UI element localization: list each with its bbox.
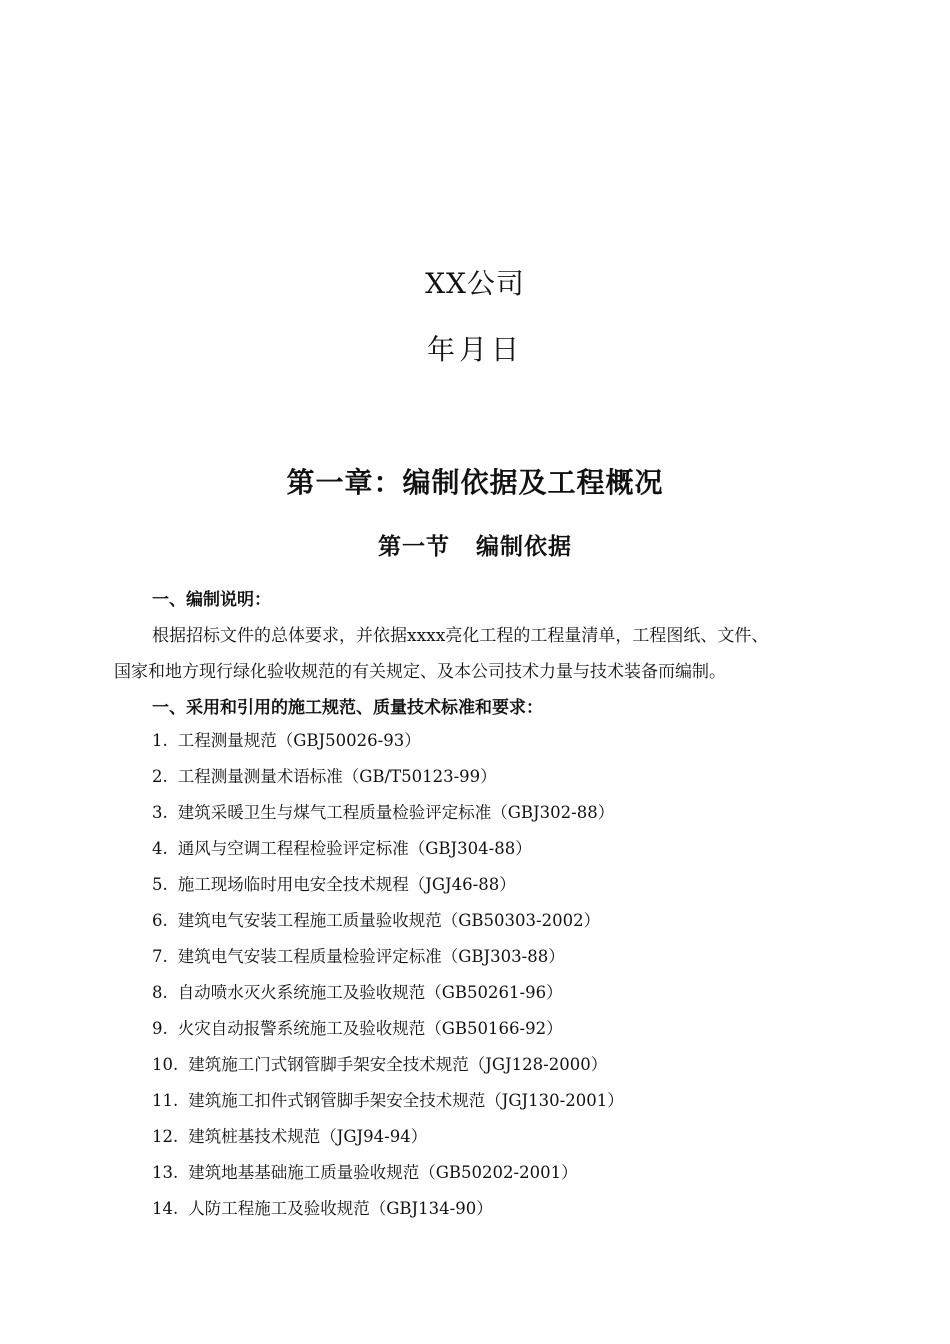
list-item-number: 12. [152, 1127, 179, 1146]
standards-list [152, 729, 624, 1233]
list-item-text: 建筑电气安装工程质量检验评定标准（GBJ303-88） [177, 947, 565, 966]
list-item-text: 建筑施工门式钢管脚手架安全技术规范（JGJ128-2000） [188, 1055, 608, 1074]
list-item-number: 5. [152, 875, 168, 894]
list-item [152, 1089, 624, 1125]
list-item-number: 14. [152, 1199, 179, 1218]
list-item [152, 1161, 624, 1197]
paragraph-line-1: 根据招标文件的总体要求，并依据xxxx亮化工程的工程量清单，工程图纸、文件、 [152, 626, 769, 646]
list-item [152, 945, 624, 981]
list-item-number: 9. [152, 1019, 168, 1038]
list-item [152, 1197, 624, 1233]
company-name: XX公司 [425, 267, 525, 300]
list-item-text: 建筑电气安装工程施工质量验收规范（GB50303-2002） [177, 911, 601, 930]
list-item-text: 施工现场临时用电安全技术规程（JGJ46-88） [177, 875, 516, 894]
list-item [152, 1017, 624, 1053]
list-item-number: 3. [152, 803, 168, 822]
list-item-text: 建筑桩基技术规范（JGJ94-94） [188, 1127, 428, 1146]
list-item-text: 火灾自动报警系统施工及验收规范（GB50166-92） [177, 1019, 563, 1038]
chapter-title: 第一章：编制依据及工程概况 [286, 466, 664, 499]
list-item [152, 873, 624, 909]
list-item [152, 1125, 624, 1161]
list-item-number: 2. [152, 767, 168, 786]
list-item-number: 13. [152, 1163, 179, 1182]
list-item-number: 6. [152, 911, 168, 930]
document-date: 年月日 [426, 333, 523, 366]
heading-standards: 一、采用和引用的施工规范、质量技术标准和要求： [152, 698, 543, 718]
paragraph-line-2: 国家和地方现行绿化验收规范的有关规定、及本公司技术力量与技术装备而编制。 [114, 662, 726, 682]
heading-compilation-notes: 一、编制说明： [152, 590, 271, 610]
list-item-text: 工程测量规范（GBJ50026-93） [177, 731, 421, 750]
list-item [152, 837, 624, 873]
list-item-text: 建筑施工扣件式钢管脚手架安全技术规范（JGJ130-2001） [188, 1091, 624, 1110]
list-item-text: 通风与空调工程程检验评定标准（GBJ304-88） [177, 839, 532, 858]
list-item-number: 7. [152, 947, 168, 966]
list-item [152, 729, 624, 765]
list-item [152, 1053, 624, 1089]
list-item-text: 自动喷水灭火系统施工及验收规范（GB50261-96） [177, 983, 563, 1002]
list-item [152, 801, 624, 837]
section-number: 第一节 [378, 534, 450, 560]
list-item-text: 建筑地基基础施工质量验收规范（GB50202-2001） [188, 1163, 578, 1182]
list-item-number: 4. [152, 839, 168, 858]
list-item [152, 981, 624, 1017]
list-item-text: 工程测量测量术语标准（GB/T50123-99） [177, 767, 497, 786]
list-item-number: 11. [152, 1091, 179, 1110]
list-item-number: 8. [152, 983, 168, 1002]
list-item-text: 人防工程施工及验收规范（GBJ134-90） [188, 1199, 493, 1218]
list-item-number: 10. [152, 1055, 179, 1074]
list-item-number: 1. [152, 731, 168, 750]
list-item-text: 建筑采暖卫生与煤气工程质量检验评定标准（GBJ302-88） [177, 803, 615, 822]
list-item [152, 765, 624, 801]
section-name: 编制依据 [476, 534, 572, 560]
section-title [0, 528, 950, 561]
list-item [152, 909, 624, 945]
